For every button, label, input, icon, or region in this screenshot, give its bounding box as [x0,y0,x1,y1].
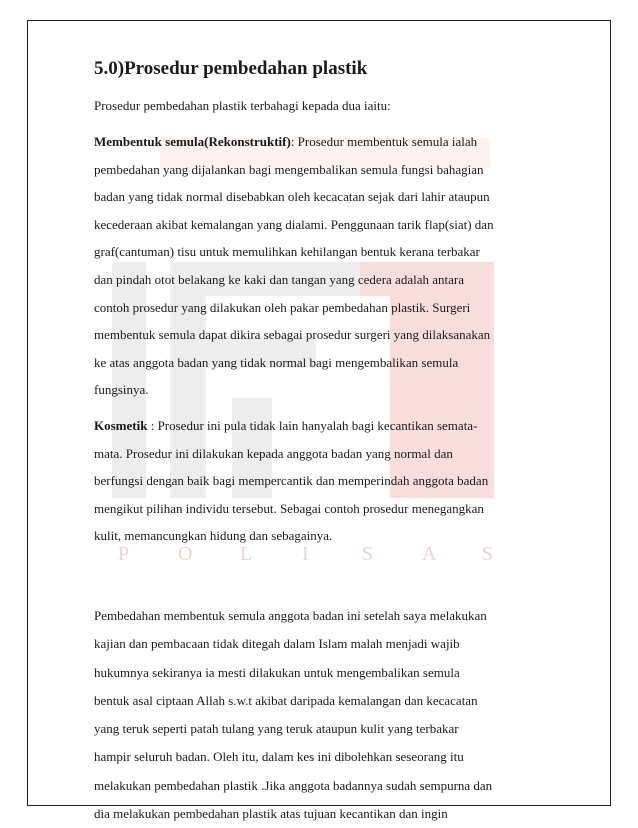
closing-paragraph [94,602,556,828]
paragraph-line: badan yang tidak normal disebabkan oleh kecacatan sejak dari lahir ataupun [94,189,490,205]
section-rekonstruktif [94,128,556,404]
paragraph-line: hampir seluruh badan. Oleh itu, dalam kes ini dibolehkan seseorang itu [94,749,464,765]
paragraph-line: melakukan pembedahan plastik .Jika anggota badannya sudah sempurna dan [94,777,493,793]
document-body [94,50,556,828]
paragraph-line: mengikut pilihan individu tersebut. Sebagai contoh prosedur menegangkan [94,500,484,516]
paragraph-line: Pembedahan membentuk semula anggota badan ini setelah saya melakukan [94,607,487,623]
paragraph-line: dan pindah otot belakang ke kaki dan tangan yang cedera adalah antara [94,271,464,287]
paragraph-line: ke atas anggota badan yang tidak normal bagi mengembalikan semula [94,354,459,370]
watermark-letter: P [118,543,130,565]
paragraph-line: kecederaan akibat kemalangan yang dialami. Penggunaan tarik flap(siat) dan [94,216,494,232]
section-title: 5.0)Prosedur pembedahan plastik [94,58,368,79]
paragraph-line: dia melakukan pembedahan plastik atas tujuan kecantikan dan ingin [94,805,448,821]
paragraph-line: fungsinya. [94,382,149,398]
watermark-letter: L [240,543,253,565]
term-rekonstruktif: Membentuk semula(Rekonstruktif) [94,134,291,149]
paragraph-line: graf(cantuman) tisu untuk memulihkan kehilangan bentuk kerana terbakar [94,244,480,260]
paragraph-line: mata. Prosedur ini dilakukan kepada anggota badan yang normal dan [94,445,453,461]
paragraph-line: pembedahan yang dijalankan bagi mengembalikan semula fungsi bahagian [94,161,484,177]
watermark-letter: O [178,543,193,565]
watermark-letter: S [362,543,374,565]
paragraph-line: berfungsi dengan baik bagi mempercantik dan memperindah anggota badan [94,473,489,489]
term-kosmetik: Kosmetik [94,417,148,433]
watermark-letter: A [422,543,437,565]
watermark-letter: I [302,543,309,565]
paragraph-line: kulit, memancungkan hidung dan sebagainya. [94,528,333,544]
intro-line: Prosedur pembedahan plastik terbahagi kepada dua iaitu: [94,98,391,113]
paragraph-line: kajian dan pembacaan tidak ditegah dalam Islam malah menjadi wajib [94,636,460,652]
section-kosmetik [94,412,556,550]
paragraph-line: bentuk asal ciptaan Allah s.w.t akibat daripada kemalangan dan kecacatan [94,692,478,708]
watermark-letter: S [482,543,494,565]
paragraph-line: membentuk semula dapat dikira sebagai prosedur surgeri yang dilaksanakan [94,327,491,343]
paragraph-line: Membentuk semula(Rekonstruktif): Prosedur membentuk semula ialah [94,134,478,149]
paragraph-line: Kosmetik : Prosedur ini pula tidak lain hanyalah bagi kecantikan semata- [94,417,478,433]
paragraph-line: hukumnya sekiranya ia mesti dilakukan untuk mengembalikan semula [94,664,460,680]
paragraph-line: yang teruk seperti patah tulang yang teruk ataupun kulit yang terbakar [94,721,459,737]
paragraph-line: contoh prosedur yang dilakukan oleh pakar pembedahan plastik. Surgeri [94,299,471,315]
